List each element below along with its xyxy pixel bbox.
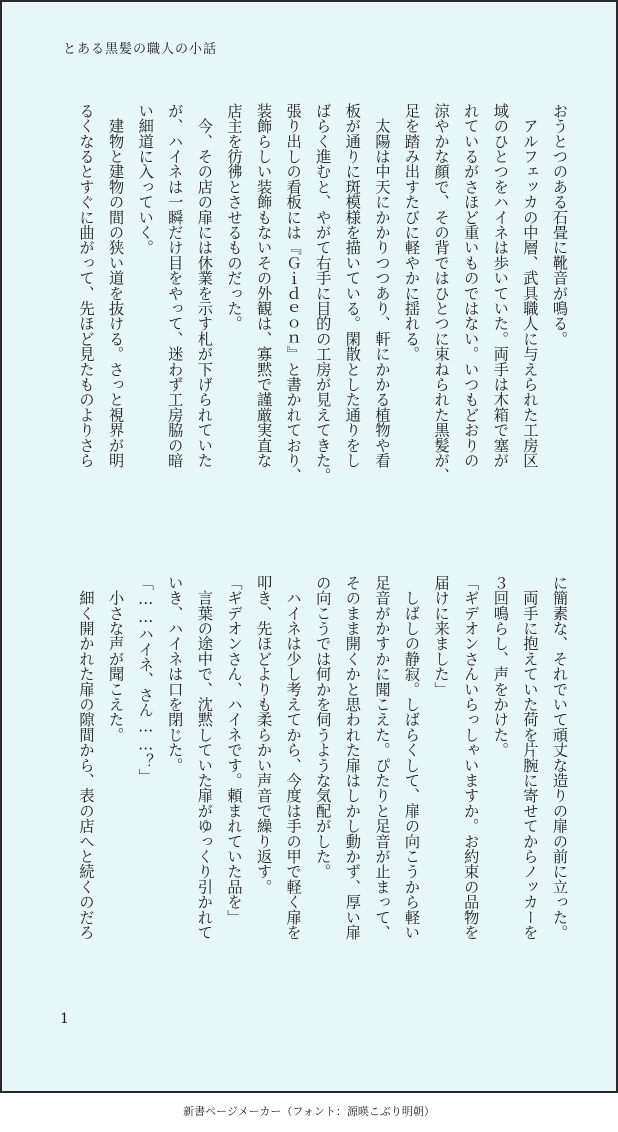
text-line: 小さな声が聞こえた。	[107, 575, 126, 743]
text-line: 板が通りに斑模様を描いている。閑散とした通りをし	[343, 103, 362, 468]
text-line: 装飾らしい装飾もないその外観は、寡黙で謹厳実直な	[255, 103, 274, 468]
text-line: そのまま開くかと思われた扉はしかし動かず、厚い扉	[343, 575, 362, 940]
text-line: 両手に抱えていた荷を片腕に寄せてからノッカーを	[521, 575, 540, 940]
text-line: 「……ハイネ、さん……？」	[136, 575, 155, 784]
text-line: ３回鳴らし、声をかけた。	[491, 575, 510, 758]
text-line: 「ギデオンさん、ハイネです。頼まれていた品を」	[225, 575, 244, 925]
text-line: いき、ハイネは口を閉じた。	[166, 575, 185, 773]
text-line: ばらく進むと、やがて右手に目的の工房が見えてきた。	[314, 103, 333, 483]
text-line: 言葉の途中で、沈黙していた扉がゆっくり引かれて	[195, 575, 214, 940]
text-line: 届けに来ました」	[432, 575, 451, 697]
text-line: 建物と建物の間の狭い道を抜ける。さっと視界が明	[107, 103, 126, 468]
text-line: が、ハイネは一瞬だけ目をやって、迷わず工房脇の暗	[166, 103, 185, 468]
text-line: 足音がかすかに聞こえた。ぴたりと足音が止まって、	[373, 575, 392, 940]
text-line: アルフェッカの中層、武具職人に与えられた工房区	[521, 103, 540, 468]
text-line: 域のひとつをハイネは歩いていた。両手は木箱で塞が	[491, 103, 510, 468]
text-line: に簡素な、それでいて頑丈な造りの扉の前に立った。	[551, 575, 569, 940]
text-line: るくなるとすぐに曲がって、先ほど見たものよりさら	[77, 103, 96, 468]
text-line: おうとつのある石畳に靴音が鳴る。	[551, 103, 569, 347]
text-line: 張り出しの看板には『Ｇｉｄｅｏｎ』と書かれており、	[284, 103, 303, 483]
text-line: 太陽は中天にかかりつつあり、軒にかかる植物や看	[373, 103, 392, 468]
text-line: 涼やかな顔で、その背ではひとつに束ねられた黒髪が、	[432, 103, 451, 483]
text-line: れているがさほど重いものではない。いつもどおりの	[462, 103, 481, 468]
text-line: 細く開かれた扉の隙間から、表の店へと続くのだろ	[77, 575, 96, 940]
text-line: しばしの静寂。しばらくして、扉の向こうから軽い	[403, 575, 422, 940]
running-title: とある黒髪の職人の小話	[63, 42, 218, 57]
text-line: 店主を彷彿とさせるものだった。	[225, 103, 244, 331]
text-line: 「ギデオンさんいらっしゃいますか。お約束の品物を	[462, 575, 481, 940]
text-line: 足を踏み出すたびに軽やかに揺れる。	[403, 103, 422, 362]
text-line: 今、その店の扉には休業を示す札が下げられていた	[195, 103, 214, 468]
text-line: 叩き、先ほどよりも柔らかい声音で繰り返す。	[255, 575, 274, 895]
footer-caption: 新書ページメーカー（フォント：源暎こぶり明朝）	[183, 1105, 435, 1118]
text-line: ハイネは少し考えてから、今度は手の甲で軽く扉を	[284, 575, 303, 940]
text-line: い細道に入っていく。	[136, 103, 155, 255]
text-block-upper	[54, 103, 574, 543]
text-line: の向こうでは何かを伺うような気配がした。	[314, 575, 333, 879]
text-block-lower	[54, 575, 574, 1015]
page-number: 1	[60, 1011, 69, 1027]
